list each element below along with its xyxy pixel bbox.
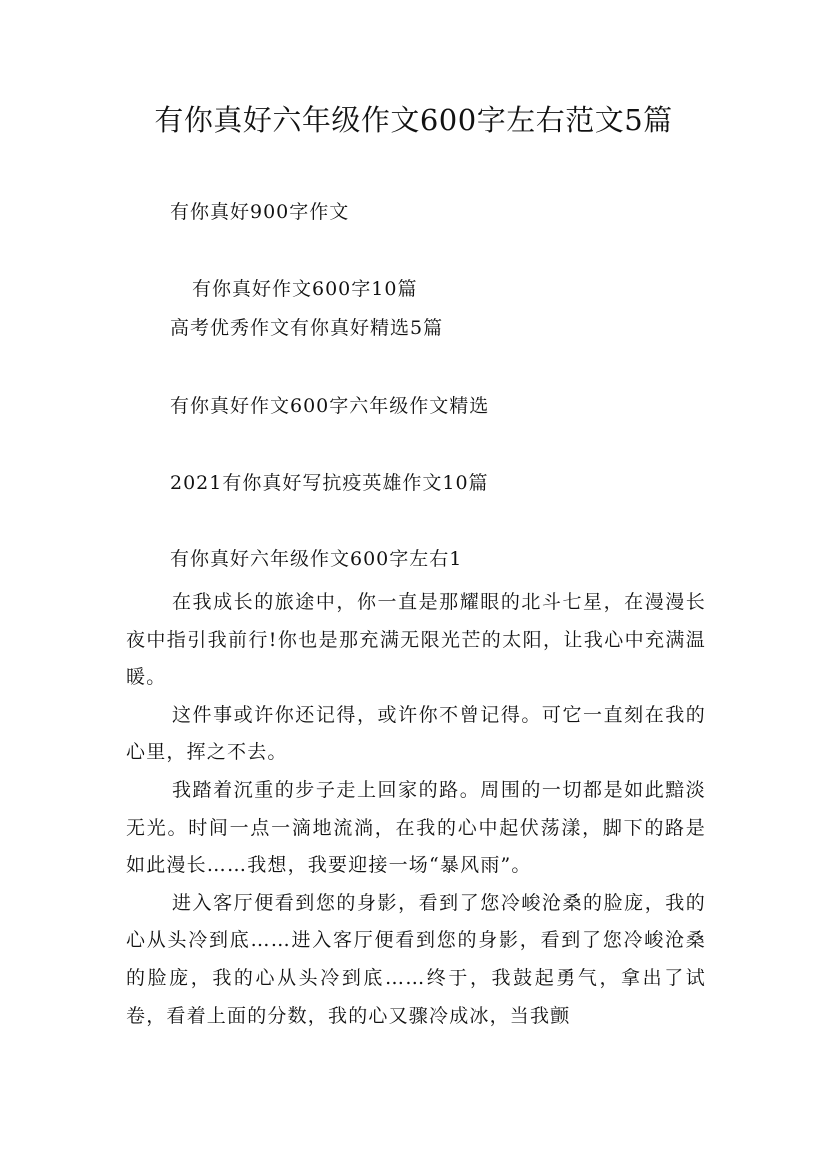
essay-paragraph: 在我成长的旅途中，你一直是那耀眼的北斗七星，在漫漫长夜中指引我前行!你也是那充满无限光芒的太阳，让我心中充满温暖。 [126,591,706,689]
essay-paragraph: 进入客厅便看到您的身影，看到了您冷峻沧桑的脸庞，我的心从头冷到底……进入客厅便看到您的身影，看到了您冷峻沧桑的脸庞，我的心从头冷到底……终于，我鼓起勇气，拿出了试卷，看着上面的分数，我的心又骤冷成冰，当我颤 [126,891,706,1027]
related-article-item: 有你真好作文600字10篇 [192,278,418,300]
related-article-item: 高考优秀作文有你真好精选5篇 [170,317,444,339]
related-article-item: 有你真好作文600字六年级作文精选 [170,395,490,417]
essay-heading: 有你真好六年级作文600字左右1 [170,548,463,570]
related-article-item: 有你真好900字作文 [170,201,350,223]
essay-paragraph: 这件事或许你还记得，或许你不曾记得。可它一直刻在我的心里，挥之不去。 [126,703,706,764]
page-title: 有你真好六年级作文600字左右范文5篇 [154,103,673,137]
related-article-item: 2021有你真好写抗疫英雄作文10篇 [170,472,489,494]
essay-paragraph: 我踏着沉重的步子走上回家的路。周围的一切都是如此黯淡无光。时间一点一滴地流淌，在我的心中起伏荡漾，脚下的路是如此漫长……我想，我要迎接一场“暴风雨”。 [126,778,706,877]
essay-body [126,584,706,1035]
